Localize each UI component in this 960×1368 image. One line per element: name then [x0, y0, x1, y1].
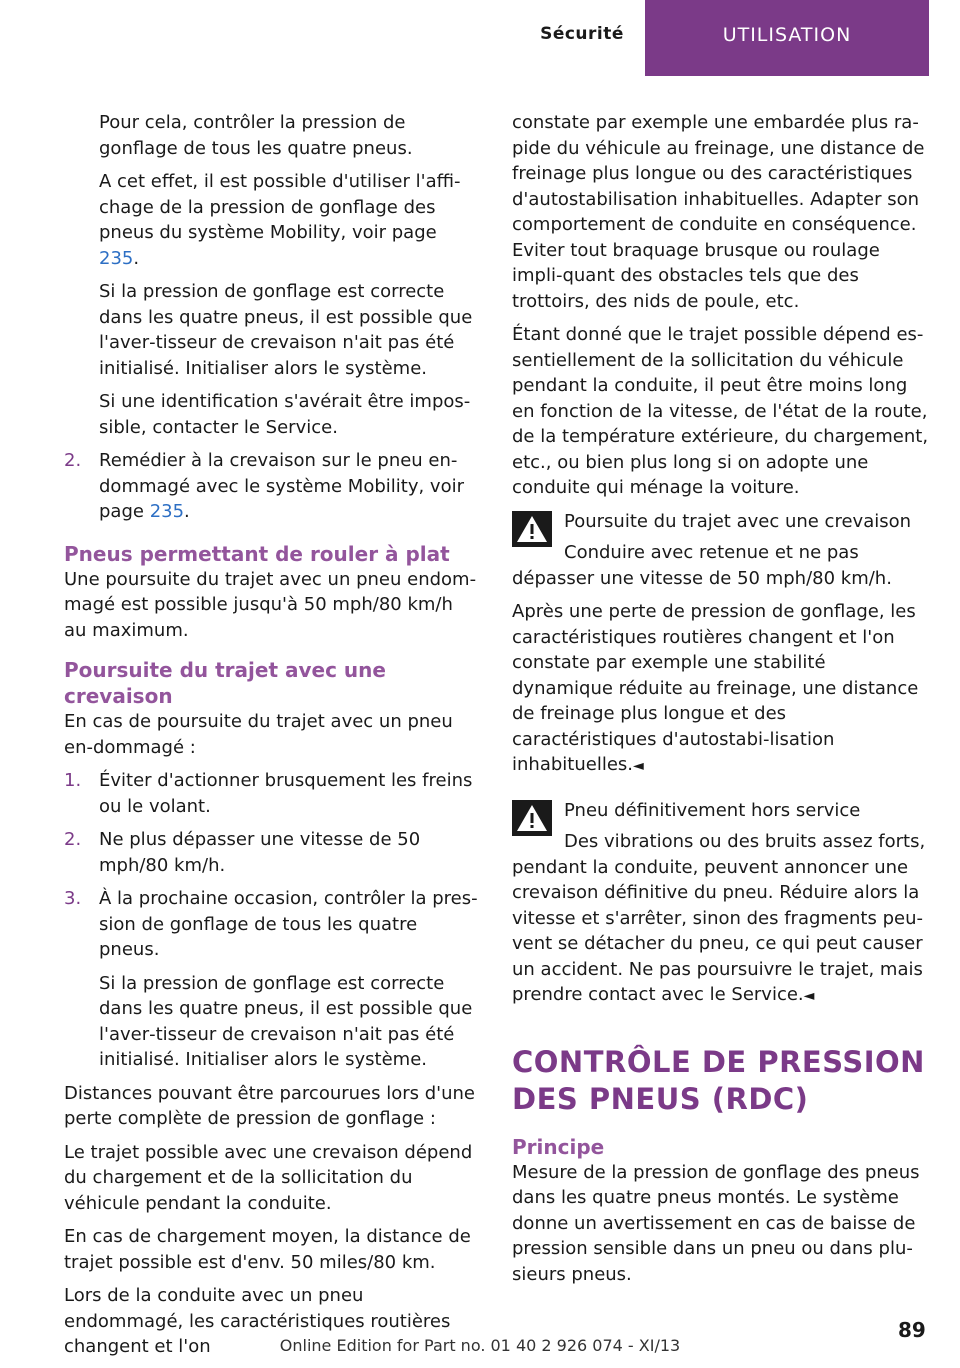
list-item: 3. À la prochaine occasion, contrôler la pres‐sion de gonflage de tous les quatre pneus.	[64, 888, 478, 960]
warning-icon	[512, 800, 552, 836]
section-heading-runflat: Pneus permettant de rouler à plat	[64, 541, 450, 566]
section-heading-continue: Poursuite du trajet avec une crevaison	[64, 658, 386, 708]
paragraph: Une poursuite du trajet avec un pneu endom‐magé est possible jusqu'à 50 mph/80 km/h au maximum.	[64, 568, 477, 641]
paragraph: En cas de chargement moyen, la distance de trajet possible est d'env. 50 miles/80 km.	[64, 1226, 471, 1273]
section-tab-utilisation[interactable]: UTILISATION	[645, 0, 929, 76]
warning-block	[512, 509, 932, 592]
paragraph: Étant donné que le trajet possible dépend es‐sentiellement de la sollicitation du véhicule pendant la conduite, il peut être moins long en fonction de la vitesse, de l'état de la route, de la température extérieure, du chargement, etc., ou bien plus long si on adopte une conduite qui ménage la voiture.	[512, 324, 929, 498]
page-link[interactable]: 235	[149, 501, 185, 522]
page-link[interactable]: 235	[99, 247, 134, 269]
paragraph: Si la pression de gonflage est correcte dans les quatre pneus, il est possible que l'aver‐tisseur de crevaison n'ait pas été initialisé. Initialiser alors le système.	[99, 281, 473, 379]
paragraph: Si la pression de gonflage est correcte dans les quatre pneus, il est possible que l'aver‐tisseur de crevaison n'ait pas été initialisé. Initialiser alors le système.	[99, 972, 473, 1070]
list-number: 2.	[64, 829, 82, 850]
list-number: 3.	[64, 888, 82, 909]
chapter-heading-rdc: CONTRÔLE DE PRESSION DES PNEUS (RDC)	[512, 1044, 925, 1116]
paragraph: Lors de la conduite avec un pneu endommagé, les caractéristiques routières changent et l'on	[64, 1285, 451, 1357]
warning-icon	[512, 511, 552, 547]
paragraph: Distances pouvant être parcourues lors d'une perte complète de pression de gonflage :	[64, 1082, 475, 1129]
paragraph: A cet effet, il est possible d'utiliser l'affi‐chage de la pression de gonflage des pneus du système Mobility, voir page 235.	[99, 171, 461, 269]
warning-body: Conduire avec retenue et ne pas dépasser une vitesse de 50 mph/80 km/h.	[512, 542, 892, 589]
paragraph: Le trajet possible avec une crevaison dépend du chargement et de la sollicitation du véhicule pendant la conduite.	[64, 1141, 473, 1214]
warning-title: Pneu définitivement hors service	[564, 799, 861, 821]
paragraph: Si une identification s'avérait être impos‐sible, contacter le Service.	[99, 391, 471, 438]
paragraph: constate par exemple une embardée plus ra‐pide du véhicule au freinage, une distance de freinage plus longue ou des caractéristiques d'autostabilisation inhabituelles. Adapter son comportement de conduite en conséquence. Eviter tout braquage brusque ou roulage impli‐quant des obstacles tels que des trottoirs, des nids de poule, etc.	[512, 112, 925, 312]
list-item: 2. Remédier à la crevaison sur le pneu en‐dommagé avec le système Mobility, voir page 235.	[64, 450, 464, 522]
list-number: 2.	[64, 450, 82, 471]
warning-title: Poursuite du trajet avec une crevaison	[564, 510, 912, 532]
list-item: 2. Ne plus dépasser une vitesse de 50 mph/80 km/h.	[64, 829, 421, 876]
left-column	[64, 110, 480, 1368]
list-number: 1.	[64, 770, 82, 791]
paragraph: Pour cela, contrôler la pression de gonflage de tous les quatre pneus.	[99, 112, 413, 159]
end-mark: ◄	[803, 988, 815, 1004]
end-mark: ◄	[633, 758, 644, 774]
warning-block	[512, 798, 932, 1010]
right-column	[512, 110, 932, 1295]
paragraph: Mesure de la pression de gonflage des pneus dans les quatre pneus montés. Le système donne un avertissement en cas de baisse de pression sensible dans un pneu ou dans plu‐sieurs pneus.	[512, 1161, 920, 1285]
paragraph: En cas de poursuite du trajet avec un pneu en‐dommagé :	[64, 711, 453, 758]
warning-body: Des vibrations ou des bruits assez forts, pendant la conduite, peuvent annoncer une crevaison définitive du pneu. Réduire alors la vitesse et s'arrêter, sinon des fragments peu‐vent se détacher du pneu, ce qui peut causer un accident. Ne pas poursuivre le trajet, mais prendre contact avec le Service.◄	[512, 831, 926, 1005]
edition-footer: Online Edition for Part no. 01 40 2 926 074 - XI/13	[279, 1336, 681, 1355]
section-heading-principe: Principe	[512, 1134, 605, 1159]
list-item: 1. Éviter d'actionner brusquement les freins ou le volant.	[64, 770, 473, 817]
page-header	[0, 0, 960, 76]
section-tab-securite[interactable]: Sécurité	[540, 24, 624, 44]
paragraph: Après une perte de pression de gonflage, les caractéristiques routières changent et l'on constate par exemple une stabilité dynamique réduite au freinage, une distance de freinage plus longue et des caractéristiques d'autostabi‐lisation inhabituelles.◄	[512, 601, 919, 775]
page-number: 89	[898, 1318, 926, 1342]
